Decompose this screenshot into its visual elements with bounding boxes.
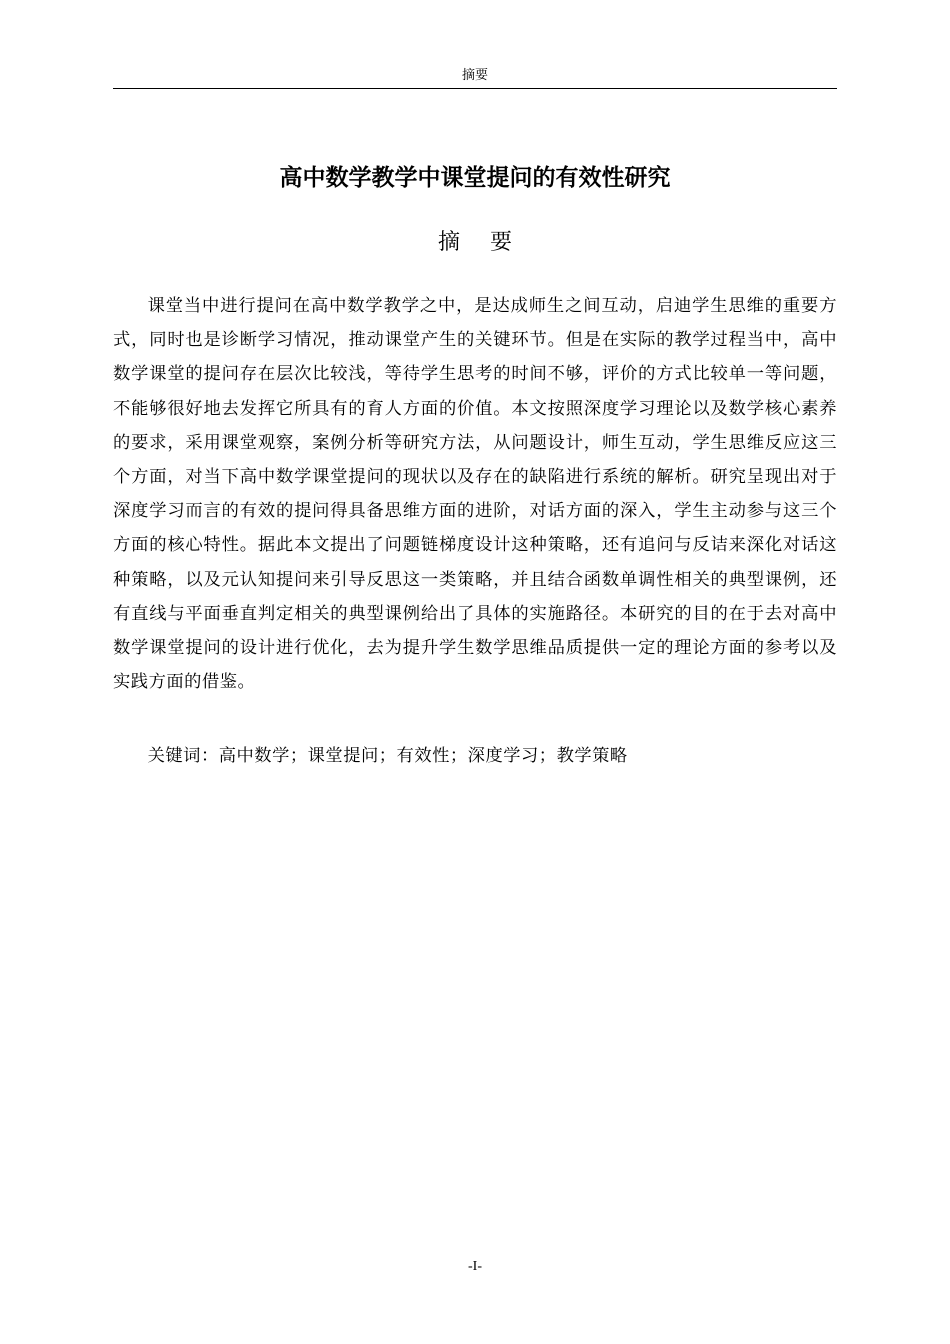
header-rule [113, 88, 837, 89]
abstract-heading: 摘要 [437, 230, 542, 255]
abstract-body: 课堂当中进行提问在高中数学教学之中，是达成师生之间互动，启迪学生思维的重要方式，同时也是诊断学习情况，推动课堂产生的关键环节。但是在实际的教学过程当中，高中数学课堂的提问存在层次比较浅，等待学生思考的时间不够，评价的方式比较单一等问题，不能够很好地去发挥它所具有的育人方面的价值。本文按照深度学习理论以及数学核心素养的要求，采用课堂观察，案例分析等研究方法，从问题设计，师生互动，学生思维反应这三个方面，对当下高中数学课堂提问的现状以及存在的缺陷进行系统的解析。研究呈现出对于深度学习而言的有效的提问得具备思维方面的进阶，对话方面的深入，学生主动参与这三个方面的核心特性。据此本文提出了问题链梯度设计这种策略，还有追问与反诘来深化对话这种策略，以及元认知提问来引导反思这一类策略，并且结合函数单调性相关的典型课例，还有直线与平面垂直判定相关的典型课例给出了具体的实施路径。本研究的目的在于去对高中数学课堂提问的设计进行优化，去为提升学生数学思维品质提供一定的理论方面的参考以及实践方面的借鉴。 [113, 296, 837, 693]
page-number: -I- [468, 1259, 482, 1274]
running-header: 摘要 [461, 68, 488, 83]
paper-title: 高中数学教学中课堂提问的有效性研究 [279, 165, 671, 191]
keywords-line: 关键词：高中数学；课堂提问；有效性；深度学习；教学策略 [147, 746, 628, 766]
